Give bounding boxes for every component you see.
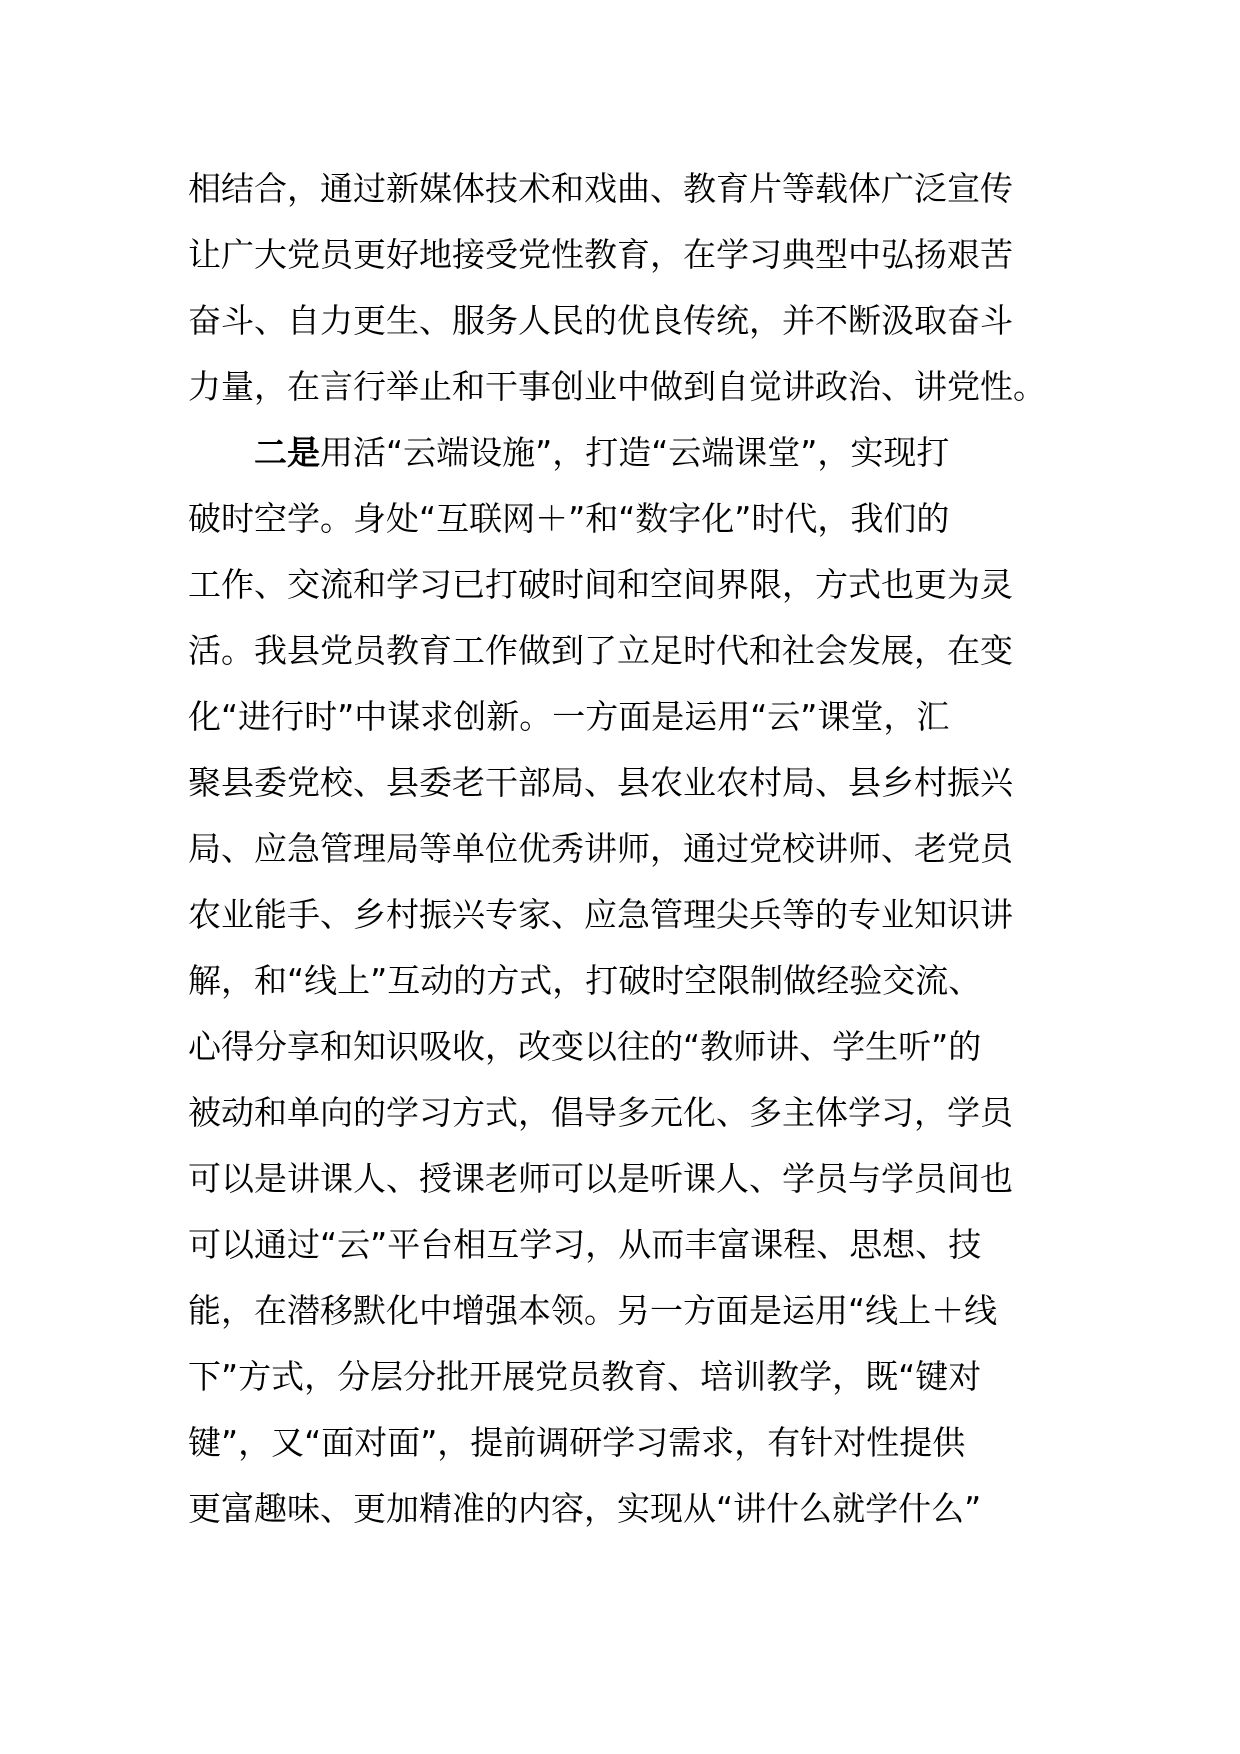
paragraph-2 bbox=[188, 420, 1068, 1542]
paragraph-lead: 二是 bbox=[254, 433, 320, 472]
text-span: 用活“云端设施”，打造“云端课堂”，实现打 bbox=[320, 433, 950, 472]
text-line: 局、应急管理局等单位优秀讲师，通过党校讲师、老党员 bbox=[188, 829, 1013, 868]
document-body bbox=[188, 156, 1068, 1542]
paragraph-1 bbox=[188, 156, 1068, 420]
text-line: 可以通过“云”平台相互学习，从而丰富课程、思想、技 bbox=[188, 1225, 982, 1264]
text-line: 更富趣味、更加精准的内容，实现从“讲什么就学什么” bbox=[188, 1489, 982, 1528]
text-line: 工作、交流和学习已打破时间和空间界限，方式也更为灵 bbox=[188, 565, 1013, 604]
text-line: 被动和单向的学习方式，倡导多元化、多主体学习，学员 bbox=[188, 1093, 1013, 1132]
text-line: 奋斗、自力更生、服务人民的优良传统，并不断汲取奋斗 bbox=[188, 301, 1013, 340]
text-line: 相结合，通过新媒体技术和戏曲、教育片等载体广泛宣传 bbox=[188, 169, 1013, 208]
text-line: 活。我县党员教育工作做到了立足时代和社会发展，在变 bbox=[188, 631, 1013, 670]
text-line: 让广大党员更好地接受党性教育，在学习典型中弘扬艰苦 bbox=[188, 235, 1013, 274]
text-line: 可以是讲课人、授课老师可以是听课人、学员与学员间也 bbox=[188, 1159, 1013, 1198]
text-line: 力量，在言行举止和干事创业中做到自觉讲政治、讲党性。 bbox=[188, 367, 1046, 406]
text-line: 破时空学。身处“互联网＋”和“数字化”时代，我们的 bbox=[188, 499, 950, 538]
text-line: 聚县委党校、县委老干部局、县农业农村局、县乡村振兴 bbox=[188, 763, 1013, 802]
text-line: 能，在潜移默化中增强本领。另一方面是运用“线上＋线 bbox=[188, 1291, 998, 1330]
text-line: 化“进行时”中谋求创新。一方面是运用“云”课堂，汇 bbox=[188, 697, 950, 736]
paragraph-2-first-line bbox=[188, 420, 1068, 486]
text-line: 键”，又“面对面”，提前调研学习需求，有针对性提供 bbox=[188, 1423, 966, 1462]
text-line: 心得分享和知识吸收，改变以往的“教师讲、学生听”的 bbox=[188, 1027, 982, 1066]
text-line: 解，和“线上”互动的方式，打破时空限制做经验交流、 bbox=[188, 961, 982, 1000]
text-line: 农业能手、乡村振兴专家、应急管理尖兵等的专业知识讲 bbox=[188, 895, 1013, 934]
text-line: 下”方式，分层分批开展党员教育、培训教学，既“键对 bbox=[188, 1357, 982, 1396]
